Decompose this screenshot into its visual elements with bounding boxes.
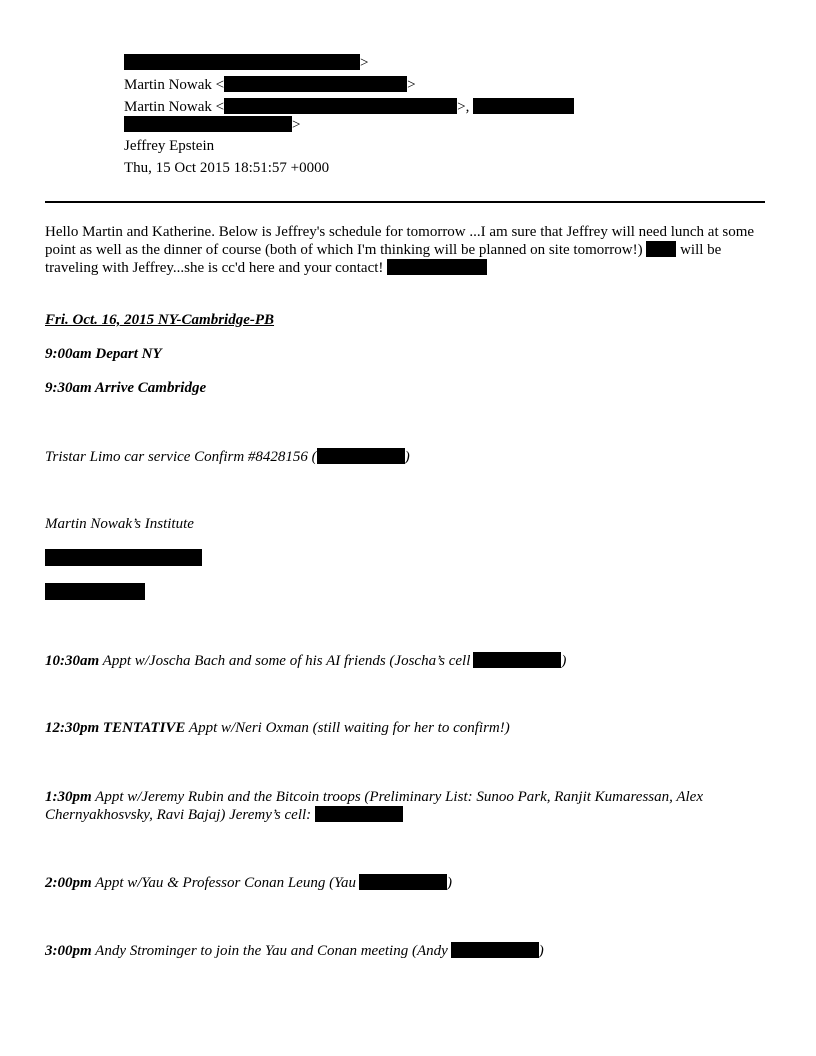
to-value [124, 76, 416, 94]
schedule-close: ) [447, 875, 453, 891]
schedule-arrive: 9:30am Arrive Cambridge [45, 380, 207, 396]
schedule-time: 3:00pm [45, 943, 92, 959]
schedule-close: ) [538, 943, 544, 959]
intro-paragraph [45, 224, 773, 277]
redaction-block [224, 98, 457, 114]
schedule-item [45, 652, 773, 670]
intro-text-2: will be traveling with Jeffrey...she is cc'd here and your contact! [45, 242, 722, 276]
schedule-item [45, 720, 773, 737]
cc-value-continued [124, 116, 300, 134]
schedule-item [45, 874, 773, 892]
schedule-time: 10:30am [45, 653, 100, 669]
to-tail: > [407, 77, 416, 93]
redaction-block [224, 76, 407, 92]
schedule-text: Andy Strominger to join the Yau and Conan meeting (Andy [95, 943, 448, 959]
date-value: Thu, 15 Oct 2015 18:51:57 +0000 [124, 160, 330, 176]
intro-text: Hello Martin and Katherine. Below is Jeffrey's schedule for tomorrow ...I am sure that Jeffrey will need lunch at some point as well as the dinner of course (both of which I'm thinking will be planned on site tomorrow!) [45, 224, 755, 258]
institute-line: Martin Nowak’s Institute [45, 516, 194, 532]
redaction-block [387, 259, 487, 275]
redaction-block [359, 874, 447, 890]
schedule-item [45, 942, 773, 960]
redaction-block [124, 116, 292, 132]
cc-tail: > [292, 117, 301, 133]
schedule-text: Appt w/Neri Oxman (still waiting for her to confirm!) [188, 720, 510, 736]
header-divider [45, 201, 765, 203]
redaction-block [45, 583, 145, 600]
schedule-time: 1:30pm [45, 789, 92, 805]
from-tail: > [360, 55, 369, 71]
redaction-block [646, 241, 676, 257]
redaction-block [451, 942, 539, 958]
schedule-item [45, 789, 773, 824]
limo-close: ) [404, 449, 410, 465]
redaction-block [473, 652, 561, 668]
redaction-block [315, 806, 403, 822]
schedule-time: 12:30pm TENTATIVE [45, 720, 186, 736]
from-value [124, 54, 368, 72]
limo-line [45, 448, 773, 466]
redaction-block [317, 448, 405, 464]
cc-mid: >, [457, 99, 470, 115]
to-name: Martin Nowak < [124, 77, 225, 93]
cc-name: Martin Nowak < [124, 99, 225, 115]
schedule-text: Appt w/Joscha Bach and some of his AI friends (Joscha’s cell [102, 653, 471, 669]
schedule-date-heading: Fri. Oct. 16, 2015 NY-Cambridge-PB [45, 312, 275, 328]
schedule-text: Appt w/Yau & Professor Conan Leung (Yau [95, 875, 357, 891]
redaction-block [473, 98, 574, 114]
cc-value [124, 98, 574, 116]
subject-value: Jeffrey Epstein [124, 138, 215, 154]
schedule-text: Appt w/Jeremy Rubin and the Bitcoin troops (Preliminary List: Sunoo Park, Ranjit Kumaressan, Alex Chernyakhosvsky, Ravi Bajaj) Jeremy’s cell: [45, 789, 704, 823]
redaction-block [45, 549, 202, 566]
schedule-depart: 9:00am Depart NY [45, 346, 162, 362]
limo-text: Tristar Limo car service Confirm #8428156 ( [45, 449, 317, 465]
schedule-time: 2:00pm [45, 875, 92, 891]
redaction-block [124, 54, 360, 70]
schedule-close: ) [561, 653, 567, 669]
